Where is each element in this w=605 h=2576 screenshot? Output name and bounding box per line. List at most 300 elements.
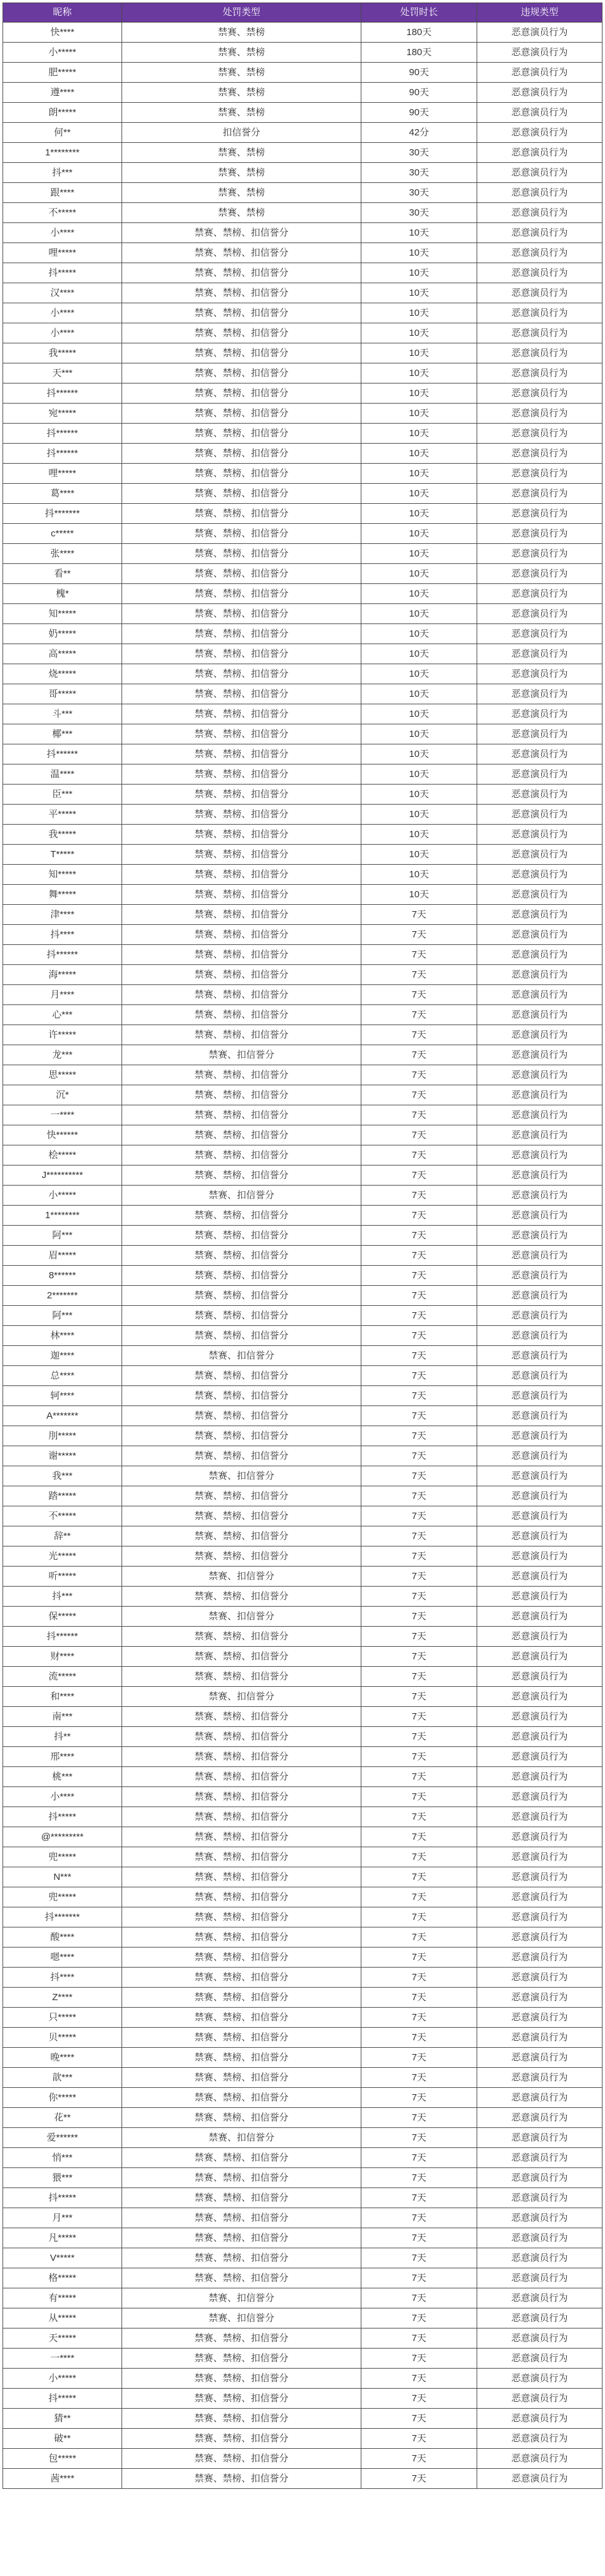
cell-penalty-duration: 7天 (361, 1727, 477, 1747)
cell-penalty-type: 禁赛、禁榜、扣信誉分 (122, 2068, 361, 2088)
cell-penalty-duration: 7天 (361, 1486, 477, 1506)
cell-nickname: 知***** (3, 865, 122, 885)
cell-violation-type: 恶意演员行为 (477, 2349, 602, 2369)
cell-penalty-type: 禁赛、禁榜、扣信誉分 (122, 1767, 361, 1787)
cell-nickname: 抖*** (3, 163, 122, 183)
cell-penalty-duration: 10天 (361, 323, 477, 343)
cell-penalty-type: 禁赛、禁榜、扣信誉分 (122, 845, 361, 865)
cell-penalty-type: 禁赛、禁榜、扣信誉分 (122, 684, 361, 704)
table-row (3, 1667, 602, 1687)
table-row (3, 2228, 602, 2248)
cell-penalty-duration: 7天 (361, 1025, 477, 1045)
cell-penalty-duration: 10天 (361, 424, 477, 444)
cell-nickname: 跟**** (3, 183, 122, 203)
cell-penalty-type: 禁赛、禁榜、扣信誉分 (122, 544, 361, 564)
table-row (3, 383, 602, 404)
cell-violation-type: 恶意演员行为 (477, 1627, 602, 1647)
cell-penalty-duration: 7天 (361, 1647, 477, 1667)
cell-penalty-duration: 10天 (361, 283, 477, 303)
table-row (3, 644, 602, 664)
table-row (3, 1727, 602, 1747)
cell-penalty-type: 禁赛、禁榜 (122, 183, 361, 203)
cell-penalty-type: 禁赛、禁榜、扣信誉分 (122, 1647, 361, 1667)
cell-nickname: 破** (3, 2429, 122, 2449)
cell-violation-type: 恶意演员行为 (477, 1326, 602, 1346)
cell-violation-type: 恶意演员行为 (477, 945, 602, 965)
cell-penalty-type: 禁赛、禁榜、扣信誉分 (122, 1266, 361, 1286)
cell-violation-type: 恶意演员行为 (477, 1667, 602, 1687)
table-row (3, 504, 602, 524)
cell-penalty-duration: 10天 (361, 805, 477, 825)
cell-violation-type: 恶意演员行为 (477, 905, 602, 925)
cell-penalty-type: 禁赛、禁榜、扣信誉分 (122, 2168, 361, 2188)
table-row (3, 544, 602, 564)
cell-penalty-duration: 10天 (361, 464, 477, 484)
table-row (3, 1827, 602, 1847)
cell-penalty-type: 禁赛、禁榜、扣信誉分 (122, 644, 361, 664)
penalty-table (3, 3, 602, 2489)
cell-penalty-duration: 7天 (361, 1206, 477, 1226)
cell-penalty-type: 禁赛、禁榜、扣信誉分 (122, 2409, 361, 2429)
cell-penalty-duration: 7天 (361, 945, 477, 965)
table-row (3, 1186, 602, 1206)
table-row (3, 1286, 602, 1306)
table-row (3, 263, 602, 283)
cell-violation-type: 恶意演员行为 (477, 1145, 602, 1165)
cell-violation-type: 恶意演员行为 (477, 484, 602, 504)
cell-penalty-duration: 10天 (361, 704, 477, 724)
cell-nickname: 听***** (3, 1567, 122, 1587)
cell-nickname: 槐* (3, 584, 122, 604)
table-row (3, 1045, 602, 1065)
cell-penalty-duration: 10天 (361, 444, 477, 464)
cell-violation-type: 恶意演员行为 (477, 424, 602, 444)
cell-nickname: 阿*** (3, 1226, 122, 1246)
table-row (3, 143, 602, 163)
cell-penalty-type: 禁赛、扣信誉分 (122, 1466, 361, 1486)
cell-penalty-type: 禁赛、禁榜、扣信誉分 (122, 1727, 361, 1747)
cell-penalty-duration: 10天 (361, 263, 477, 283)
cell-violation-type: 恶意演员行为 (477, 83, 602, 103)
cell-nickname: 月*** (3, 2208, 122, 2228)
cell-penalty-type: 禁赛、禁榜、扣信誉分 (122, 1847, 361, 1867)
cell-penalty-duration: 7天 (361, 1466, 477, 1486)
cell-violation-type: 恶意演员行为 (477, 1847, 602, 1867)
cell-penalty-duration: 7天 (361, 2349, 477, 2369)
cell-penalty-type: 禁赛、扣信誉分 (122, 1186, 361, 1206)
table-row (3, 283, 602, 303)
cell-penalty-duration: 10天 (361, 644, 477, 664)
cell-penalty-duration: 7天 (361, 2268, 477, 2288)
table-row (3, 1867, 602, 1887)
cell-violation-type: 恶意演员行为 (477, 1506, 602, 1526)
cell-penalty-duration: 7天 (361, 1065, 477, 1085)
cell-penalty-duration: 10天 (361, 825, 477, 845)
table-row (3, 1526, 602, 1546)
table-row (3, 163, 602, 183)
cell-penalty-type: 禁赛、禁榜、扣信誉分 (122, 2268, 361, 2288)
cell-violation-type: 恶意演员行为 (477, 2108, 602, 2128)
cell-nickname: 宛***** (3, 404, 122, 424)
cell-nickname: 邢**** (3, 1747, 122, 1767)
cell-violation-type: 恶意演员行为 (477, 1186, 602, 1206)
cell-nickname: 我*** (3, 1466, 122, 1486)
cell-penalty-duration: 10天 (361, 885, 477, 905)
cell-violation-type: 恶意演员行为 (477, 1226, 602, 1246)
table-row (3, 1767, 602, 1787)
cell-penalty-duration: 7天 (361, 2449, 477, 2469)
cell-nickname: 桧***** (3, 1145, 122, 1165)
cell-nickname: 斗*** (3, 704, 122, 724)
cell-violation-type: 恶意演员行为 (477, 1747, 602, 1767)
cell-violation-type: 恶意演员行为 (477, 1025, 602, 1045)
cell-penalty-type: 禁赛、禁榜、扣信誉分 (122, 1246, 361, 1266)
table-row (3, 764, 602, 785)
table-row (3, 1386, 602, 1406)
cell-penalty-type: 禁赛、禁榜、扣信誉分 (122, 363, 361, 383)
header-row (3, 3, 602, 23)
table-row (3, 2148, 602, 2168)
table-row (3, 203, 602, 223)
cell-penalty-type: 禁赛、禁榜 (122, 63, 361, 83)
cell-penalty-type: 禁赛、禁榜、扣信誉分 (122, 1546, 361, 1567)
cell-violation-type: 恶意演员行为 (477, 1707, 602, 1727)
table-row (3, 103, 602, 123)
cell-violation-type: 恶意演员行为 (477, 504, 602, 524)
cell-penalty-duration: 30天 (361, 163, 477, 183)
cell-penalty-duration: 7天 (361, 985, 477, 1005)
cell-nickname: 抖*** (3, 1587, 122, 1607)
cell-violation-type: 恶意演员行为 (477, 1165, 602, 1186)
table-row (3, 1707, 602, 1727)
cell-penalty-type: 禁赛、禁榜、扣信誉分 (122, 985, 361, 1005)
cell-nickname: 一**** (3, 2349, 122, 2369)
table-row (3, 424, 602, 444)
cell-nickname: 格***** (3, 2268, 122, 2288)
table-row (3, 2108, 602, 2128)
cell-violation-type: 恶意演员行为 (477, 2469, 602, 2489)
cell-violation-type: 恶意演员行为 (477, 1807, 602, 1827)
cell-violation-type: 恶意演员行为 (477, 825, 602, 845)
cell-penalty-type: 禁赛、禁榜、扣信誉分 (122, 1145, 361, 1165)
cell-violation-type: 恶意演员行为 (477, 1887, 602, 1907)
cell-penalty-duration: 7天 (361, 1145, 477, 1165)
cell-penalty-type: 禁赛、禁榜、扣信誉分 (122, 1085, 361, 1105)
cell-violation-type: 恶意演员行为 (477, 1546, 602, 1567)
table-row (3, 1406, 602, 1426)
cell-penalty-duration: 7天 (361, 2248, 477, 2268)
cell-violation-type: 恶意演员行为 (477, 684, 602, 704)
cell-violation-type: 恶意演员行为 (477, 2088, 602, 2108)
cell-nickname: 悄*** (3, 2148, 122, 2168)
table-row (3, 1847, 602, 1867)
cell-penalty-duration: 7天 (361, 2008, 477, 2028)
cell-nickname: 小**** (3, 303, 122, 323)
cell-penalty-duration: 7天 (361, 2469, 477, 2489)
table-row (3, 2308, 602, 2328)
cell-nickname: 流***** (3, 1667, 122, 1687)
table-row (3, 2068, 602, 2088)
cell-violation-type: 恶意演员行为 (477, 1065, 602, 1085)
cell-penalty-duration: 10天 (361, 865, 477, 885)
cell-nickname: 辞** (3, 1526, 122, 1546)
cell-violation-type: 恶意演员行为 (477, 624, 602, 644)
cell-penalty-type: 禁赛、禁榜、扣信誉分 (122, 865, 361, 885)
cell-penalty-duration: 7天 (361, 2288, 477, 2308)
cell-violation-type: 恶意演员行为 (477, 143, 602, 163)
cell-penalty-type: 禁赛、禁榜、扣信誉分 (122, 2228, 361, 2248)
table-row (3, 1025, 602, 1045)
cell-nickname: 1******** (3, 1206, 122, 1226)
cell-violation-type: 恶意演员行为 (477, 604, 602, 624)
cell-violation-type: 恶意演员行为 (477, 1306, 602, 1326)
cell-penalty-type: 禁赛、禁榜、扣信誉分 (122, 1747, 361, 1767)
table-row (3, 1787, 602, 1807)
cell-penalty-type: 禁赛、禁榜、扣信誉分 (122, 1065, 361, 1085)
table-header (3, 3, 602, 23)
cell-violation-type: 恶意演员行为 (477, 885, 602, 905)
cell-penalty-duration: 10天 (361, 744, 477, 764)
cell-nickname: 只***** (3, 2008, 122, 2028)
cell-penalty-type: 禁赛、禁榜、扣信誉分 (122, 1005, 361, 1025)
cell-nickname: 光***** (3, 1546, 122, 1567)
cell-violation-type: 恶意演员行为 (477, 1587, 602, 1607)
cell-violation-type: 恶意演员行为 (477, 2028, 602, 2048)
cell-nickname: 凡***** (3, 2228, 122, 2248)
cell-penalty-type: 禁赛、禁榜、扣信誉分 (122, 945, 361, 965)
cell-penalty-duration: 7天 (361, 2208, 477, 2228)
cell-penalty-type: 禁赛、禁榜、扣信誉分 (122, 1587, 361, 1607)
cell-penalty-duration: 7天 (361, 1707, 477, 1727)
table-row (3, 865, 602, 885)
cell-violation-type: 恶意演员行为 (477, 2148, 602, 2168)
cell-violation-type: 恶意演员行为 (477, 564, 602, 584)
cell-penalty-duration: 7天 (361, 965, 477, 985)
cell-penalty-type: 禁赛、禁榜、扣信誉分 (122, 1867, 361, 1887)
cell-penalty-duration: 7天 (361, 1286, 477, 1306)
table-row (3, 23, 602, 43)
table-row (3, 785, 602, 805)
cell-nickname: 茜**** (3, 2469, 122, 2489)
cell-nickname: 兜***** (3, 1847, 122, 1867)
cell-nickname: 桃*** (3, 1767, 122, 1787)
cell-penalty-duration: 10天 (361, 785, 477, 805)
cell-penalty-type: 禁赛、禁榜、扣信誉分 (122, 303, 361, 323)
cell-violation-type: 恶意演员行为 (477, 664, 602, 684)
cell-penalty-type: 禁赛、禁榜、扣信誉分 (122, 2088, 361, 2108)
cell-penalty-type: 禁赛、禁榜、扣信誉分 (122, 724, 361, 744)
cell-penalty-duration: 30天 (361, 143, 477, 163)
cell-penalty-duration: 7天 (361, 1627, 477, 1647)
cell-penalty-duration: 10天 (361, 584, 477, 604)
table-row (3, 2208, 602, 2228)
cell-penalty-type: 禁赛、禁榜 (122, 43, 361, 63)
table-row (3, 2409, 602, 2429)
table-row (3, 2008, 602, 2028)
cell-penalty-type: 禁赛、禁榜、扣信誉分 (122, 704, 361, 724)
cell-violation-type: 恶意演员行为 (477, 1206, 602, 1226)
table-row (3, 704, 602, 724)
cell-violation-type: 恶意演员行为 (477, 2268, 602, 2288)
cell-nickname: 臣*** (3, 785, 122, 805)
cell-violation-type: 恶意演员行为 (477, 1426, 602, 1446)
cell-violation-type: 恶意演员行为 (477, 1567, 602, 1587)
cell-violation-type: 恶意演员行为 (477, 2128, 602, 2148)
cell-nickname: 看** (3, 564, 122, 584)
table-row (3, 564, 602, 584)
cell-violation-type: 恶意演员行为 (477, 263, 602, 283)
table-row (3, 2168, 602, 2188)
cell-penalty-type: 禁赛、禁榜、扣信誉分 (122, 263, 361, 283)
table-row (3, 825, 602, 845)
header-nickname: 昵称 (3, 3, 122, 23)
cell-penalty-duration: 7天 (361, 2148, 477, 2168)
cell-violation-type: 恶意演员行为 (477, 1927, 602, 1948)
cell-penalty-duration: 7天 (361, 1968, 477, 1988)
cell-nickname: 天***** (3, 2328, 122, 2349)
table-row (3, 1326, 602, 1346)
table-row (3, 965, 602, 985)
table-row (3, 2349, 602, 2369)
table-row (3, 1246, 602, 1266)
cell-nickname: 酸**** (3, 1927, 122, 1948)
cell-penalty-duration: 7天 (361, 1948, 477, 1968)
table-row (3, 1546, 602, 1567)
cell-penalty-type: 禁赛、禁榜、扣信誉分 (122, 1827, 361, 1847)
cell-penalty-type: 禁赛、禁榜、扣信誉分 (122, 1667, 361, 1687)
cell-penalty-duration: 7天 (361, 1526, 477, 1546)
cell-penalty-type: 禁赛、扣信誉分 (122, 2288, 361, 2308)
cell-penalty-type: 禁赛、禁榜、扣信誉分 (122, 1306, 361, 1326)
table-row (3, 444, 602, 464)
cell-nickname: 抖***** (3, 263, 122, 283)
cell-nickname: 谢***** (3, 1446, 122, 1466)
cell-nickname: J********** (3, 1165, 122, 1186)
cell-penalty-type: 禁赛、禁榜、扣信誉分 (122, 785, 361, 805)
cell-penalty-duration: 7天 (361, 1607, 477, 1627)
table-row (3, 1206, 602, 1226)
cell-penalty-duration: 7天 (361, 2048, 477, 2068)
cell-violation-type: 恶意演员行为 (477, 704, 602, 724)
table-row (3, 1506, 602, 1526)
cell-penalty-type: 禁赛、禁榜、扣信誉分 (122, 1526, 361, 1546)
cell-penalty-type: 禁赛、禁榜、扣信誉分 (122, 524, 361, 544)
cell-penalty-duration: 10天 (361, 684, 477, 704)
table-row (3, 243, 602, 263)
cell-nickname: 抖****** (3, 744, 122, 764)
cell-nickname: @********* (3, 1827, 122, 1847)
cell-nickname: 椰*** (3, 724, 122, 744)
cell-nickname: 心*** (3, 1005, 122, 1025)
header-violation-type: 违规类型 (477, 3, 602, 23)
cell-penalty-type: 禁赛、禁榜、扣信誉分 (122, 1707, 361, 1727)
cell-penalty-type: 禁赛、禁榜、扣信誉分 (122, 825, 361, 845)
cell-penalty-duration: 7天 (361, 1085, 477, 1105)
cell-violation-type: 恶意演员行为 (477, 1907, 602, 1927)
table-row (3, 1065, 602, 1085)
cell-violation-type: 恶意演员行为 (477, 805, 602, 825)
table-row (3, 2469, 602, 2489)
cell-nickname: A******* (3, 1406, 122, 1426)
cell-penalty-duration: 7天 (361, 1767, 477, 1787)
cell-penalty-duration: 10天 (361, 343, 477, 363)
cell-violation-type: 恶意演员行为 (477, 2369, 602, 2389)
table-row (3, 1927, 602, 1948)
cell-violation-type: 恶意演员行为 (477, 1266, 602, 1286)
cell-nickname: 嗯**** (3, 1948, 122, 1968)
cell-penalty-type: 禁赛、扣信誉分 (122, 1687, 361, 1707)
cell-nickname: 知***** (3, 604, 122, 624)
cell-nickname: 何** (3, 123, 122, 143)
cell-penalty-type: 禁赛、扣信誉分 (122, 1045, 361, 1065)
table-row (3, 2128, 602, 2148)
cell-penalty-type: 禁赛、禁榜、扣信誉分 (122, 1366, 361, 1386)
cell-nickname: 汉**** (3, 283, 122, 303)
cell-penalty-type: 禁赛、禁榜、扣信誉分 (122, 905, 361, 925)
cell-penalty-type: 禁赛、禁榜、扣信誉分 (122, 404, 361, 424)
cell-penalty-duration: 7天 (361, 1988, 477, 2008)
cell-nickname: 林**** (3, 1326, 122, 1346)
cell-penalty-type: 禁赛、禁榜、扣信誉分 (122, 1446, 361, 1466)
cell-nickname: 哩***** (3, 243, 122, 263)
cell-violation-type: 恶意演员行为 (477, 1727, 602, 1747)
cell-violation-type: 恶意演员行为 (477, 283, 602, 303)
cell-penalty-type: 禁赛、禁榜、扣信誉分 (122, 2328, 361, 2349)
cell-violation-type: 恶意演员行为 (477, 724, 602, 744)
table-row (3, 925, 602, 945)
cell-nickname: 葛**** (3, 484, 122, 504)
cell-violation-type: 恶意演员行为 (477, 1787, 602, 1807)
cell-violation-type: 恶意演员行为 (477, 2168, 602, 2188)
table-row (3, 323, 602, 343)
cell-nickname: 不***** (3, 203, 122, 223)
cell-nickname: 抖**** (3, 925, 122, 945)
table-row (3, 724, 602, 744)
header-penalty-type: 处罚类型 (122, 3, 361, 23)
cell-nickname: 抖***** (3, 2389, 122, 2409)
cell-nickname: 抖******* (3, 504, 122, 524)
table-row (3, 1145, 602, 1165)
cell-penalty-duration: 7天 (361, 1847, 477, 1867)
cell-penalty-type: 禁赛、禁榜、扣信誉分 (122, 1025, 361, 1045)
table-row (3, 1687, 602, 1707)
cell-nickname: N*** (3, 1867, 122, 1887)
cell-penalty-type: 禁赛、禁榜、扣信誉分 (122, 564, 361, 584)
table-row (3, 1807, 602, 1827)
cell-penalty-duration: 7天 (361, 1546, 477, 1567)
table-row (3, 805, 602, 825)
cell-nickname: 遵**** (3, 83, 122, 103)
cell-penalty-duration: 7天 (361, 1687, 477, 1707)
cell-penalty-duration: 7天 (361, 1787, 477, 1807)
cell-penalty-type: 禁赛、禁榜、扣信誉分 (122, 965, 361, 985)
cell-penalty-type: 禁赛、禁榜、扣信誉分 (122, 2208, 361, 2228)
cell-penalty-duration: 10天 (361, 363, 477, 383)
table-row (3, 2389, 602, 2409)
cell-penalty-duration: 7天 (361, 1667, 477, 1687)
cell-penalty-type: 禁赛、扣信誉分 (122, 1567, 361, 1587)
cell-penalty-type: 禁赛、扣信誉分 (122, 2308, 361, 2328)
table-row (3, 2088, 602, 2108)
table-row (3, 2248, 602, 2268)
cell-violation-type: 恶意演员行为 (477, 2288, 602, 2308)
cell-nickname: 舞***** (3, 885, 122, 905)
table-row (3, 83, 602, 103)
cell-violation-type: 恶意演员行为 (477, 1687, 602, 1707)
cell-violation-type: 恶意演员行为 (477, 584, 602, 604)
cell-penalty-duration: 7天 (361, 1366, 477, 1386)
cell-nickname: 不***** (3, 1506, 122, 1526)
